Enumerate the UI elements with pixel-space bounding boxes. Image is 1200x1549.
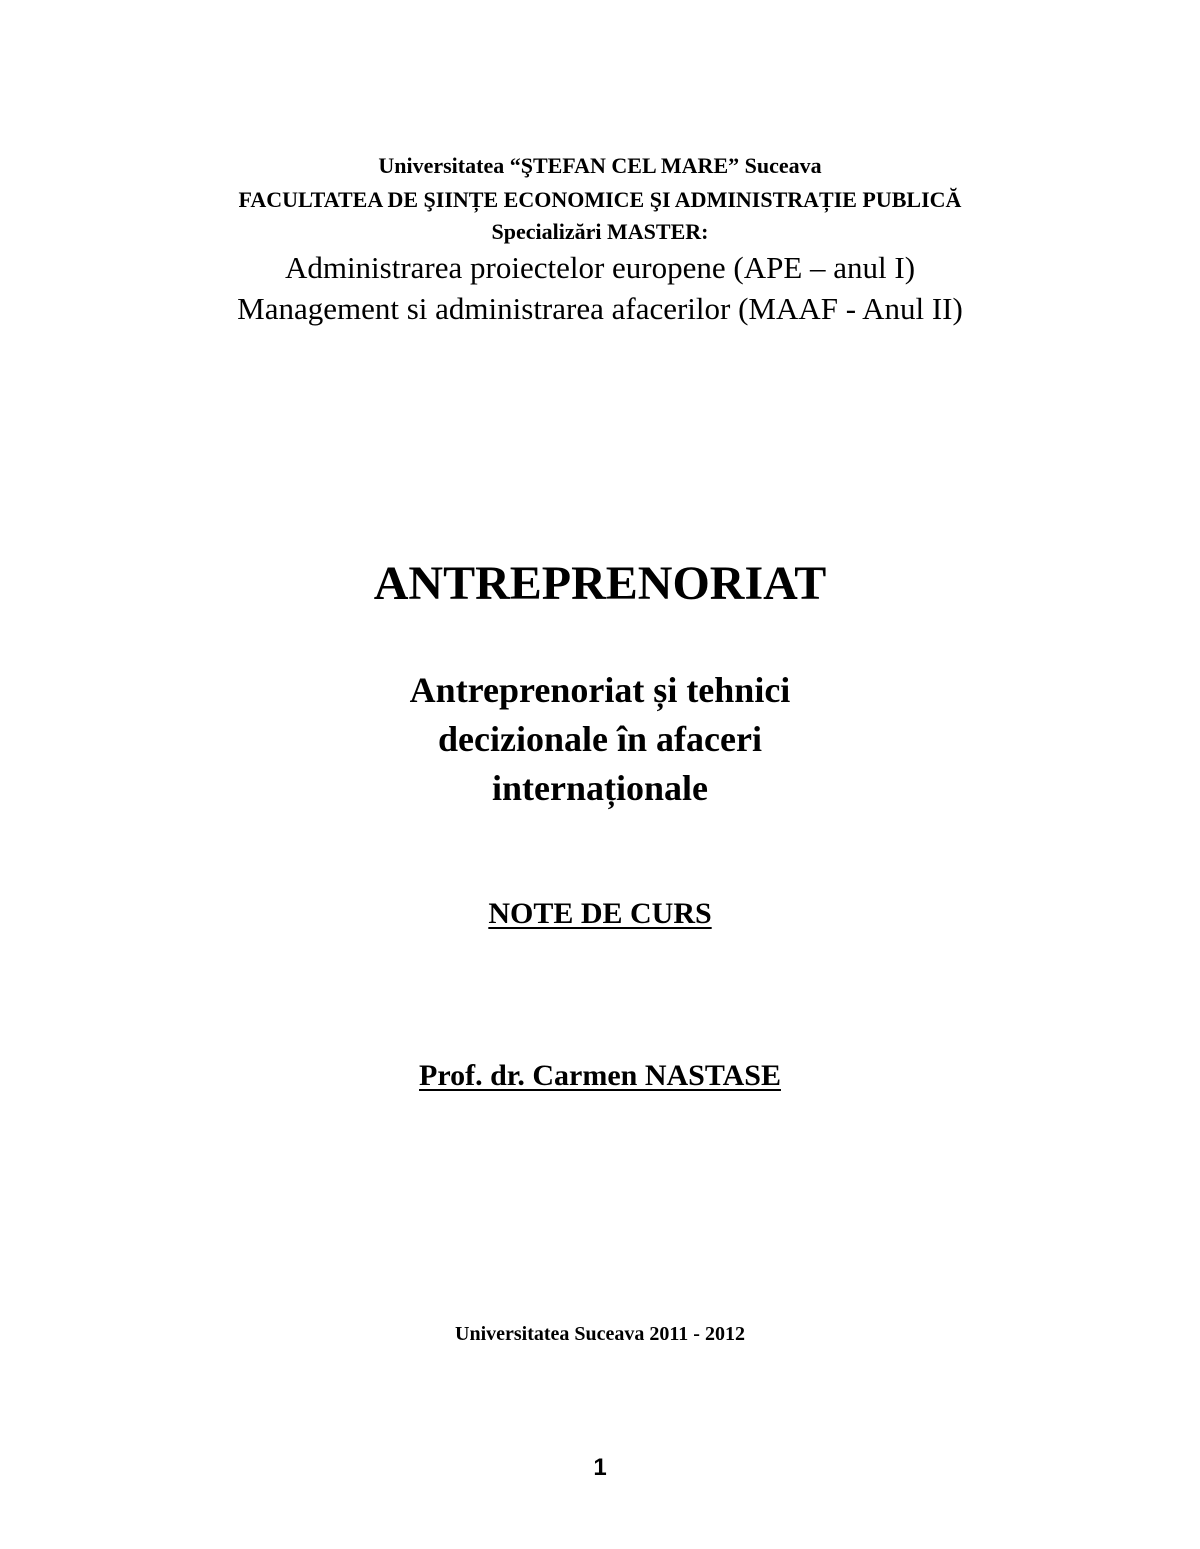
subtitle-line-2: decizionale în afaceri <box>438 719 762 759</box>
subtitle-line-1: Antreprenoriat și tehnici <box>409 670 791 710</box>
document-title: ANTREPRENORIAT <box>373 557 827 610</box>
subtitle-line-3: internaționale <box>492 768 708 808</box>
document-type-text: NOTE DE CURS <box>488 897 712 930</box>
page-number: 1 <box>593 1454 607 1481</box>
university-name: Universitatea “ŞTEFAN CEL MARE” Suceava <box>378 153 822 178</box>
institution-year: Universitatea Suceava 2011 - 2012 <box>455 1323 745 1345</box>
author-name: Prof. dr. Carmen NASTASE <box>419 1059 781 1092</box>
program-ape: Administrarea proiectelor europene (APE – anul I) <box>284 250 916 285</box>
faculty-name: FACULTATEA DE ŞIINȚE ECONOMICE ŞI ADMINISTRAȚIE PUBLICĂ <box>238 187 962 212</box>
specializations-label: Specializări MASTER: <box>491 219 709 244</box>
document-type <box>0 896 1200 932</box>
author <box>0 1058 1200 1094</box>
program-maaf: Management si administrarea afacerilor (MAAF - Anul II) <box>237 291 963 326</box>
